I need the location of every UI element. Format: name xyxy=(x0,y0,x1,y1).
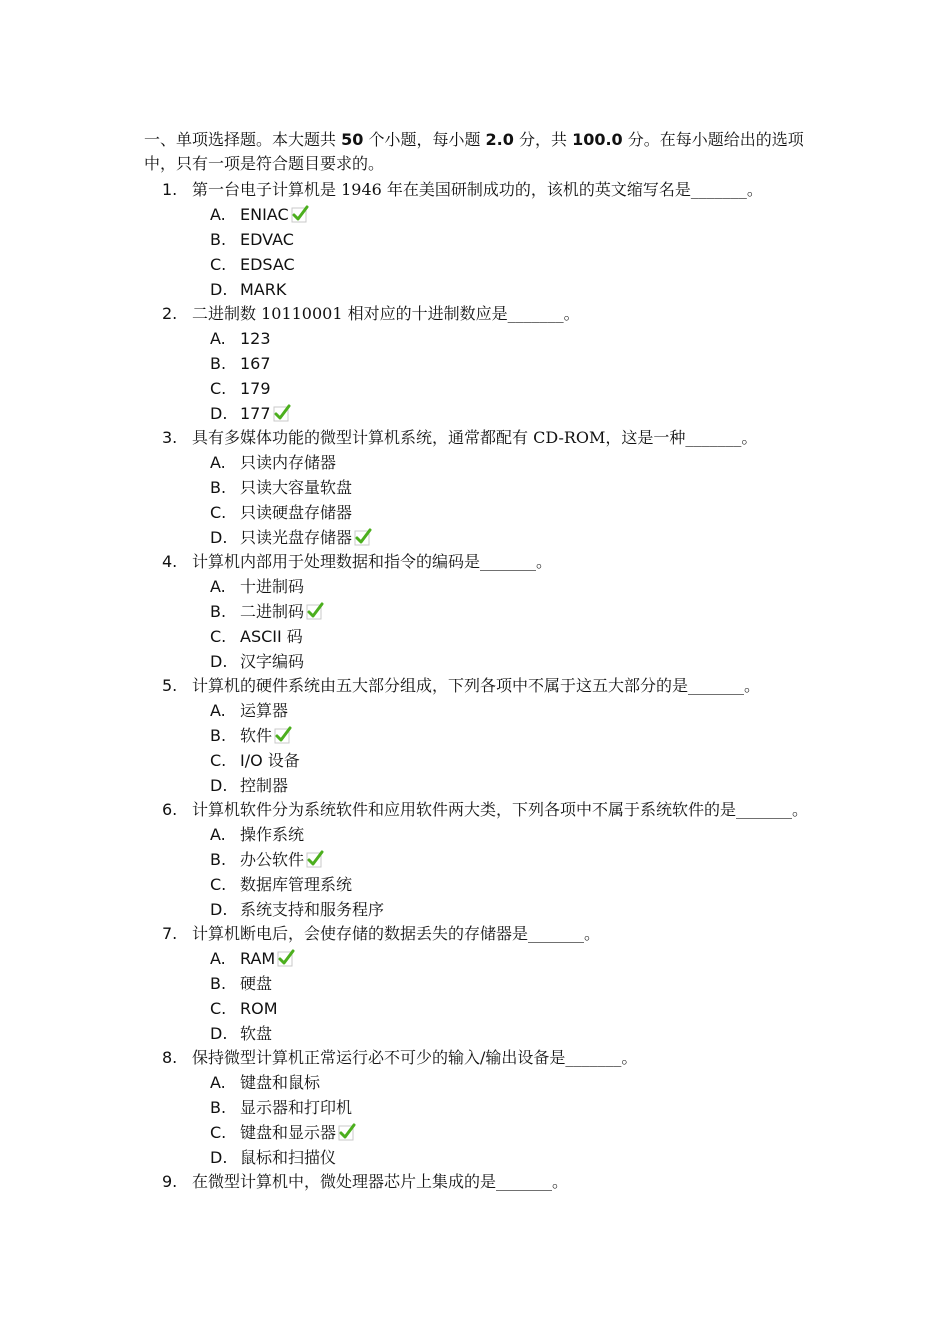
checkmark-icon xyxy=(338,1123,356,1141)
intro-text-2: 个小题，每小题 xyxy=(363,130,486,149)
answer-option xyxy=(144,500,814,525)
question-text: 保持微型计算机正常运行必不可少的输入/输出设备是_______。 xyxy=(192,1048,638,1067)
answer-option xyxy=(144,351,814,376)
question-number: 4. xyxy=(162,552,178,571)
question-number: 2. xyxy=(162,304,178,323)
option-text: ROM xyxy=(240,999,278,1018)
option-label: A. xyxy=(210,329,226,348)
option-label: D. xyxy=(210,404,228,423)
option-text: EDSAC xyxy=(240,255,295,274)
answer-option xyxy=(144,252,814,277)
question-text: 第一台电子计算机是 1946 年在美国研制成功的，该机的英文缩写名是_______。 xyxy=(192,180,763,199)
question-item xyxy=(144,302,814,326)
option-label: C. xyxy=(210,379,227,398)
option-text: 只读大容量软盘 xyxy=(240,478,353,497)
option-label: C. xyxy=(210,1123,227,1142)
question-number: 1. xyxy=(162,180,178,199)
question-item xyxy=(144,798,814,822)
answer-option xyxy=(144,475,814,500)
option-text: 二进制码 xyxy=(240,602,305,621)
option-label: C. xyxy=(210,255,227,274)
question-text: 二进制数 10110001 相对应的十进制数应是_______。 xyxy=(192,304,580,323)
answer-option xyxy=(144,624,814,649)
question-text: 计算机内部用于处理数据和指令的编码是_______。 xyxy=(192,552,553,571)
checkmark-icon xyxy=(274,726,292,744)
option-text: 办公软件 xyxy=(240,850,305,869)
answer-option xyxy=(144,748,814,773)
option-label: D. xyxy=(210,528,228,547)
checkmark-icon xyxy=(291,205,309,223)
option-label: D. xyxy=(210,1148,228,1167)
option-label: C. xyxy=(210,999,227,1018)
option-label: B. xyxy=(210,478,227,497)
option-label: A. xyxy=(210,577,226,596)
answer-option xyxy=(144,599,814,624)
option-text: 汉字编码 xyxy=(240,652,305,671)
answer-option xyxy=(144,450,814,475)
option-text: 软件 xyxy=(240,726,273,745)
option-label: D. xyxy=(210,652,228,671)
question-number: 7. xyxy=(162,924,178,943)
option-label: A. xyxy=(210,1073,226,1092)
option-text: 123 xyxy=(240,329,271,348)
option-label: A. xyxy=(210,701,226,720)
option-text: 167 xyxy=(240,354,271,373)
checkmark-icon xyxy=(273,404,291,422)
question-count: 50 xyxy=(341,130,364,149)
question-item xyxy=(144,426,814,450)
option-text: ASCII 码 xyxy=(240,627,303,646)
question-text: 计算机软件分为系统软件和应用软件两大类，下列各项中不属于系统软件的是_______。 xyxy=(192,800,809,819)
option-label: C. xyxy=(210,503,227,522)
option-label: C. xyxy=(210,875,227,894)
option-list xyxy=(144,946,814,1046)
option-label: D. xyxy=(210,900,228,919)
option-label: A. xyxy=(210,825,226,844)
question-item xyxy=(144,1046,814,1070)
intro-text-3: 分，共 xyxy=(513,130,573,149)
answer-option xyxy=(144,277,814,302)
option-label: C. xyxy=(210,751,227,770)
option-list xyxy=(144,326,814,426)
question-number: 8. xyxy=(162,1048,178,1067)
option-text: 鼠标和扫描仪 xyxy=(240,1148,337,1167)
checkmark-icon xyxy=(306,602,324,620)
answer-option xyxy=(144,525,814,550)
option-text: 十进制码 xyxy=(240,577,305,596)
question-item xyxy=(144,550,814,574)
option-label: B. xyxy=(210,726,227,745)
option-text: 硬盘 xyxy=(240,974,273,993)
option-list xyxy=(144,574,814,674)
answer-option xyxy=(144,202,814,227)
option-text: 179 xyxy=(240,379,271,398)
option-label: B. xyxy=(210,850,227,869)
answer-option xyxy=(144,574,814,599)
option-text: 只读光盘存储器 xyxy=(240,528,353,547)
option-text: 运算器 xyxy=(240,701,289,720)
option-text: 键盘和鼠标 xyxy=(240,1073,321,1092)
points-per-question: 2.0 xyxy=(485,130,514,149)
total-points: 100.0 xyxy=(572,130,623,149)
option-list xyxy=(144,1070,814,1170)
answer-option xyxy=(144,376,814,401)
answer-option xyxy=(144,822,814,847)
answer-option xyxy=(144,1120,814,1145)
answer-option xyxy=(144,946,814,971)
option-label: A. xyxy=(210,453,226,472)
intro-text-1: 一、单项选择题。本大题共 xyxy=(144,130,342,149)
option-text: 系统支持和服务程序 xyxy=(240,900,385,919)
answer-option xyxy=(144,971,814,996)
question-number: 3. xyxy=(162,428,178,447)
option-label: C. xyxy=(210,627,227,646)
answer-option xyxy=(144,847,814,872)
question-item xyxy=(144,922,814,946)
question-item xyxy=(144,674,814,698)
option-list xyxy=(144,450,814,550)
option-text: ENIAC xyxy=(240,205,289,224)
option-text: 软盘 xyxy=(240,1024,273,1043)
option-text: MARK xyxy=(240,280,287,299)
option-text: 只读内存储器 xyxy=(240,453,337,472)
option-label: B. xyxy=(210,354,227,373)
answer-option xyxy=(144,1095,814,1120)
checkmark-icon xyxy=(277,949,295,967)
option-label: D. xyxy=(210,1024,228,1043)
option-text: I/O 设备 xyxy=(240,751,300,770)
option-list xyxy=(144,698,814,798)
option-text: 键盘和显示器 xyxy=(240,1123,337,1142)
option-label: A. xyxy=(210,205,226,224)
answer-option xyxy=(144,723,814,748)
answer-option xyxy=(144,872,814,897)
option-text: 操作系统 xyxy=(240,825,305,844)
option-label: A. xyxy=(210,949,226,968)
answer-option xyxy=(144,227,814,252)
question-number: 5. xyxy=(162,676,178,695)
option-text: 177 xyxy=(240,404,271,423)
question-item xyxy=(144,178,814,202)
answer-option xyxy=(144,897,814,922)
option-label: D. xyxy=(210,776,228,795)
question-text: 计算机断电后，会使存储的数据丢失的存储器是_______。 xyxy=(192,924,601,943)
question-list xyxy=(144,178,814,1194)
answer-option xyxy=(144,649,814,674)
answer-option xyxy=(144,773,814,798)
exam-page xyxy=(144,128,814,1194)
answer-option xyxy=(144,698,814,723)
option-label: B. xyxy=(210,602,227,621)
option-text: 控制器 xyxy=(240,776,289,795)
option-text: 只读硬盘存储器 xyxy=(240,503,353,522)
checkmark-icon xyxy=(354,528,372,546)
option-list xyxy=(144,822,814,922)
answer-option xyxy=(144,996,814,1021)
section-intro xyxy=(144,128,814,176)
intro-text-4: 分。在每小题给出的选项中，只有一项是符合题目要求的。 xyxy=(144,130,804,173)
option-label: B. xyxy=(210,1098,227,1117)
answer-option xyxy=(144,1070,814,1095)
option-text: RAM xyxy=(240,949,276,968)
option-label: B. xyxy=(210,974,227,993)
question-item xyxy=(144,1170,814,1194)
option-label: B. xyxy=(210,230,227,249)
answer-option xyxy=(144,1145,814,1170)
answer-option xyxy=(144,326,814,351)
option-text: 数据库管理系统 xyxy=(240,875,353,894)
question-number: 6. xyxy=(162,800,178,819)
question-text: 具有多媒体功能的微型计算机系统，通常都配有 CD-ROM，这是一种_______。 xyxy=(192,428,758,447)
question-number: 9. xyxy=(162,1172,178,1191)
question-text: 计算机的硬件系统由五大部分组成，下列各项中不属于这五大部分的是_______。 xyxy=(192,676,761,695)
answer-option xyxy=(144,1021,814,1046)
option-text: 显示器和打印机 xyxy=(240,1098,353,1117)
checkmark-icon xyxy=(306,850,324,868)
option-text: EDVAC xyxy=(240,230,294,249)
answer-option xyxy=(144,401,814,426)
option-list xyxy=(144,202,814,302)
question-text: 在微型计算机中，微处理器芯片上集成的是_______。 xyxy=(192,1172,569,1191)
option-label: D. xyxy=(210,280,228,299)
